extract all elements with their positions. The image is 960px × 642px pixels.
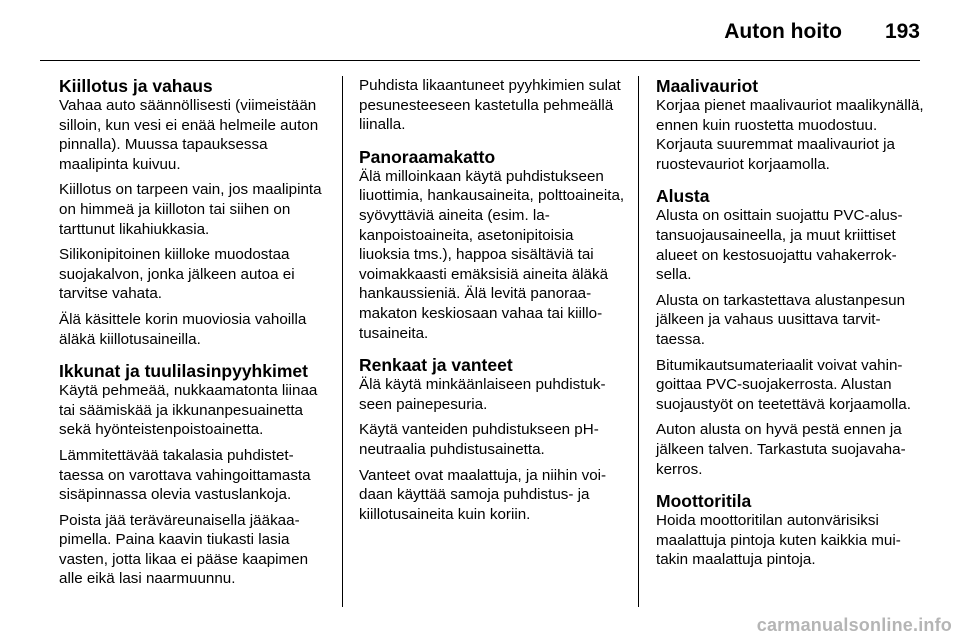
- paragraph: Käytä vanteiden puhdistukseen pH-neutraalia puhdistusainetta.: [359, 421, 599, 458]
- watermark-link[interactable]: carmanualsonline.info: [756, 615, 952, 635]
- paragraph: Auton alusta on hyvä pestä ennen ja jälkeen talven. Tarkastuta suojavahakerros.: [656, 421, 906, 478]
- page-header: [0, 0, 960, 60]
- paragraph: Alusta on tarkastettava alustanpesun jälkeen ja vahaus uusittava tarvittaessa.: [656, 291, 906, 348]
- paragraph: Lämmitettävää takalasia puhdistettaessa on varottava vahingoittamasta sisäpinnassa olevia vastuslankoja.: [59, 446, 311, 504]
- paragraph: Puhdista likaantuneet pyyhkimien sulat pesunesteeseen kastetulla pehmeällä liinalla.: [359, 77, 621, 134]
- page-number: 193: [884, 20, 920, 43]
- paragraph: Bitumikautsumateriaalit voivat vahingoittaa PVC-suojakerrosta. Alustan suojaustyöt on teetettävä korjaamolla.: [656, 356, 911, 413]
- column-2: [359, 76, 627, 530]
- section-heading: Alusta: [656, 186, 710, 207]
- section-maalivauriot: [656, 76, 924, 174]
- paragraph: Hoida moottoritilan autonvärisiksi maalattuja pintoja kuten kaikkia muitakin maalattuja pintoja.: [656, 512, 901, 569]
- section-heading: Ikkunat ja tuulilasinpyyhkimet: [59, 361, 308, 382]
- paragraph: Vanteet ovat maalattuja, ja niihin voidaan käyttää samoja puhdistus- ja kiillotusaineita kuin koriin.: [359, 466, 607, 523]
- section-panoraamakatto: [359, 147, 627, 343]
- paragraph: Korjaa pienet maalivauriot maalikynällä, ennen kuin ruostetta muodostuu. Korjauta suuremmat maalivauriot ja ruostevauriot korjaamolla.: [656, 97, 924, 173]
- paragraph: Käytä pehmeää, nukkaamatonta liinaa tai säämiskää ja ikkunanpesuainetta sekä hyönteistenpoistoainetta.: [59, 382, 318, 439]
- paragraph: Älä käytä minkäänlaiseen puhdistukseen painepesuria.: [359, 376, 606, 413]
- header-rule: [40, 60, 920, 61]
- paragraph: Kiillotus on tarpeen vain, jos maalipinta on himmeä ja kiilloton tai siihen on tarttunut likahiukkasia.: [59, 181, 322, 238]
- paragraph: Silikonipitoinen kiilloke muodostaa suojakalvon, jonka jälkeen autoa ei tarvitse vahata.: [59, 246, 295, 303]
- page-title: Auton hoito: [724, 20, 842, 43]
- section-alusta: [656, 186, 924, 479]
- paragraph: Alusta on osittain suojattu PVC-alustansuojausaineella, ja muut kriittiset alueet on kestosuojattu vahakerroksella.: [656, 207, 903, 284]
- section-heading: Moottoritila: [656, 491, 752, 512]
- paragraph: Vahaa auto säännöllisesti (viimeistään silloin, kun vesi ei enää helmeile auton pinnalla). Muussa tapauksessa maalipinta kuivuu.: [59, 97, 319, 173]
- column-divider: [638, 76, 639, 607]
- paragraph: Älä käsittele korin muoviosia vahoilla äläkä kiillotusaineilla.: [59, 310, 307, 348]
- paragraph: Poista jää teräväreunaisella jääkaapimella. Paina kaavin tiukasti lasia vasten, jotta likaa ei pääse kaapimen alle eikä lasi naarmuunnu.: [59, 511, 309, 588]
- section-renkaat-ja-vanteet: [359, 355, 627, 524]
- section-continuation: [359, 76, 627, 135]
- section-heading: Panoraamakatto: [359, 146, 496, 167]
- section-heading: Maalivauriot: [656, 76, 759, 96]
- section-moottoritila: [656, 491, 924, 570]
- column-divider: [342, 76, 343, 607]
- column-3: [656, 76, 924, 576]
- section-heading: Renkaat ja vanteet: [359, 355, 513, 376]
- section-kiillotus-ja-vahaus: [59, 76, 327, 349]
- section-ikkunat-ja-tuulilasinpyyhkimet: [59, 361, 327, 589]
- column-1: [59, 76, 327, 595]
- section-heading: Kiillotus ja vahaus: [59, 76, 213, 96]
- paragraph: Älä milloinkaan käytä puhdistukseen liuottimia, hankausaineita, polttoaineita, syövyttäviä aineita (esim. lakanpoistoaineita, asetonipitoisia liuoksia tms.), happoa sisältäviä tai voimakkaasti emäksisiä aineita äläkä hankaussieniä. Älä levitä panoraamakaton keskiosaan vahaa tai kiillotusaineita.: [359, 167, 625, 342]
